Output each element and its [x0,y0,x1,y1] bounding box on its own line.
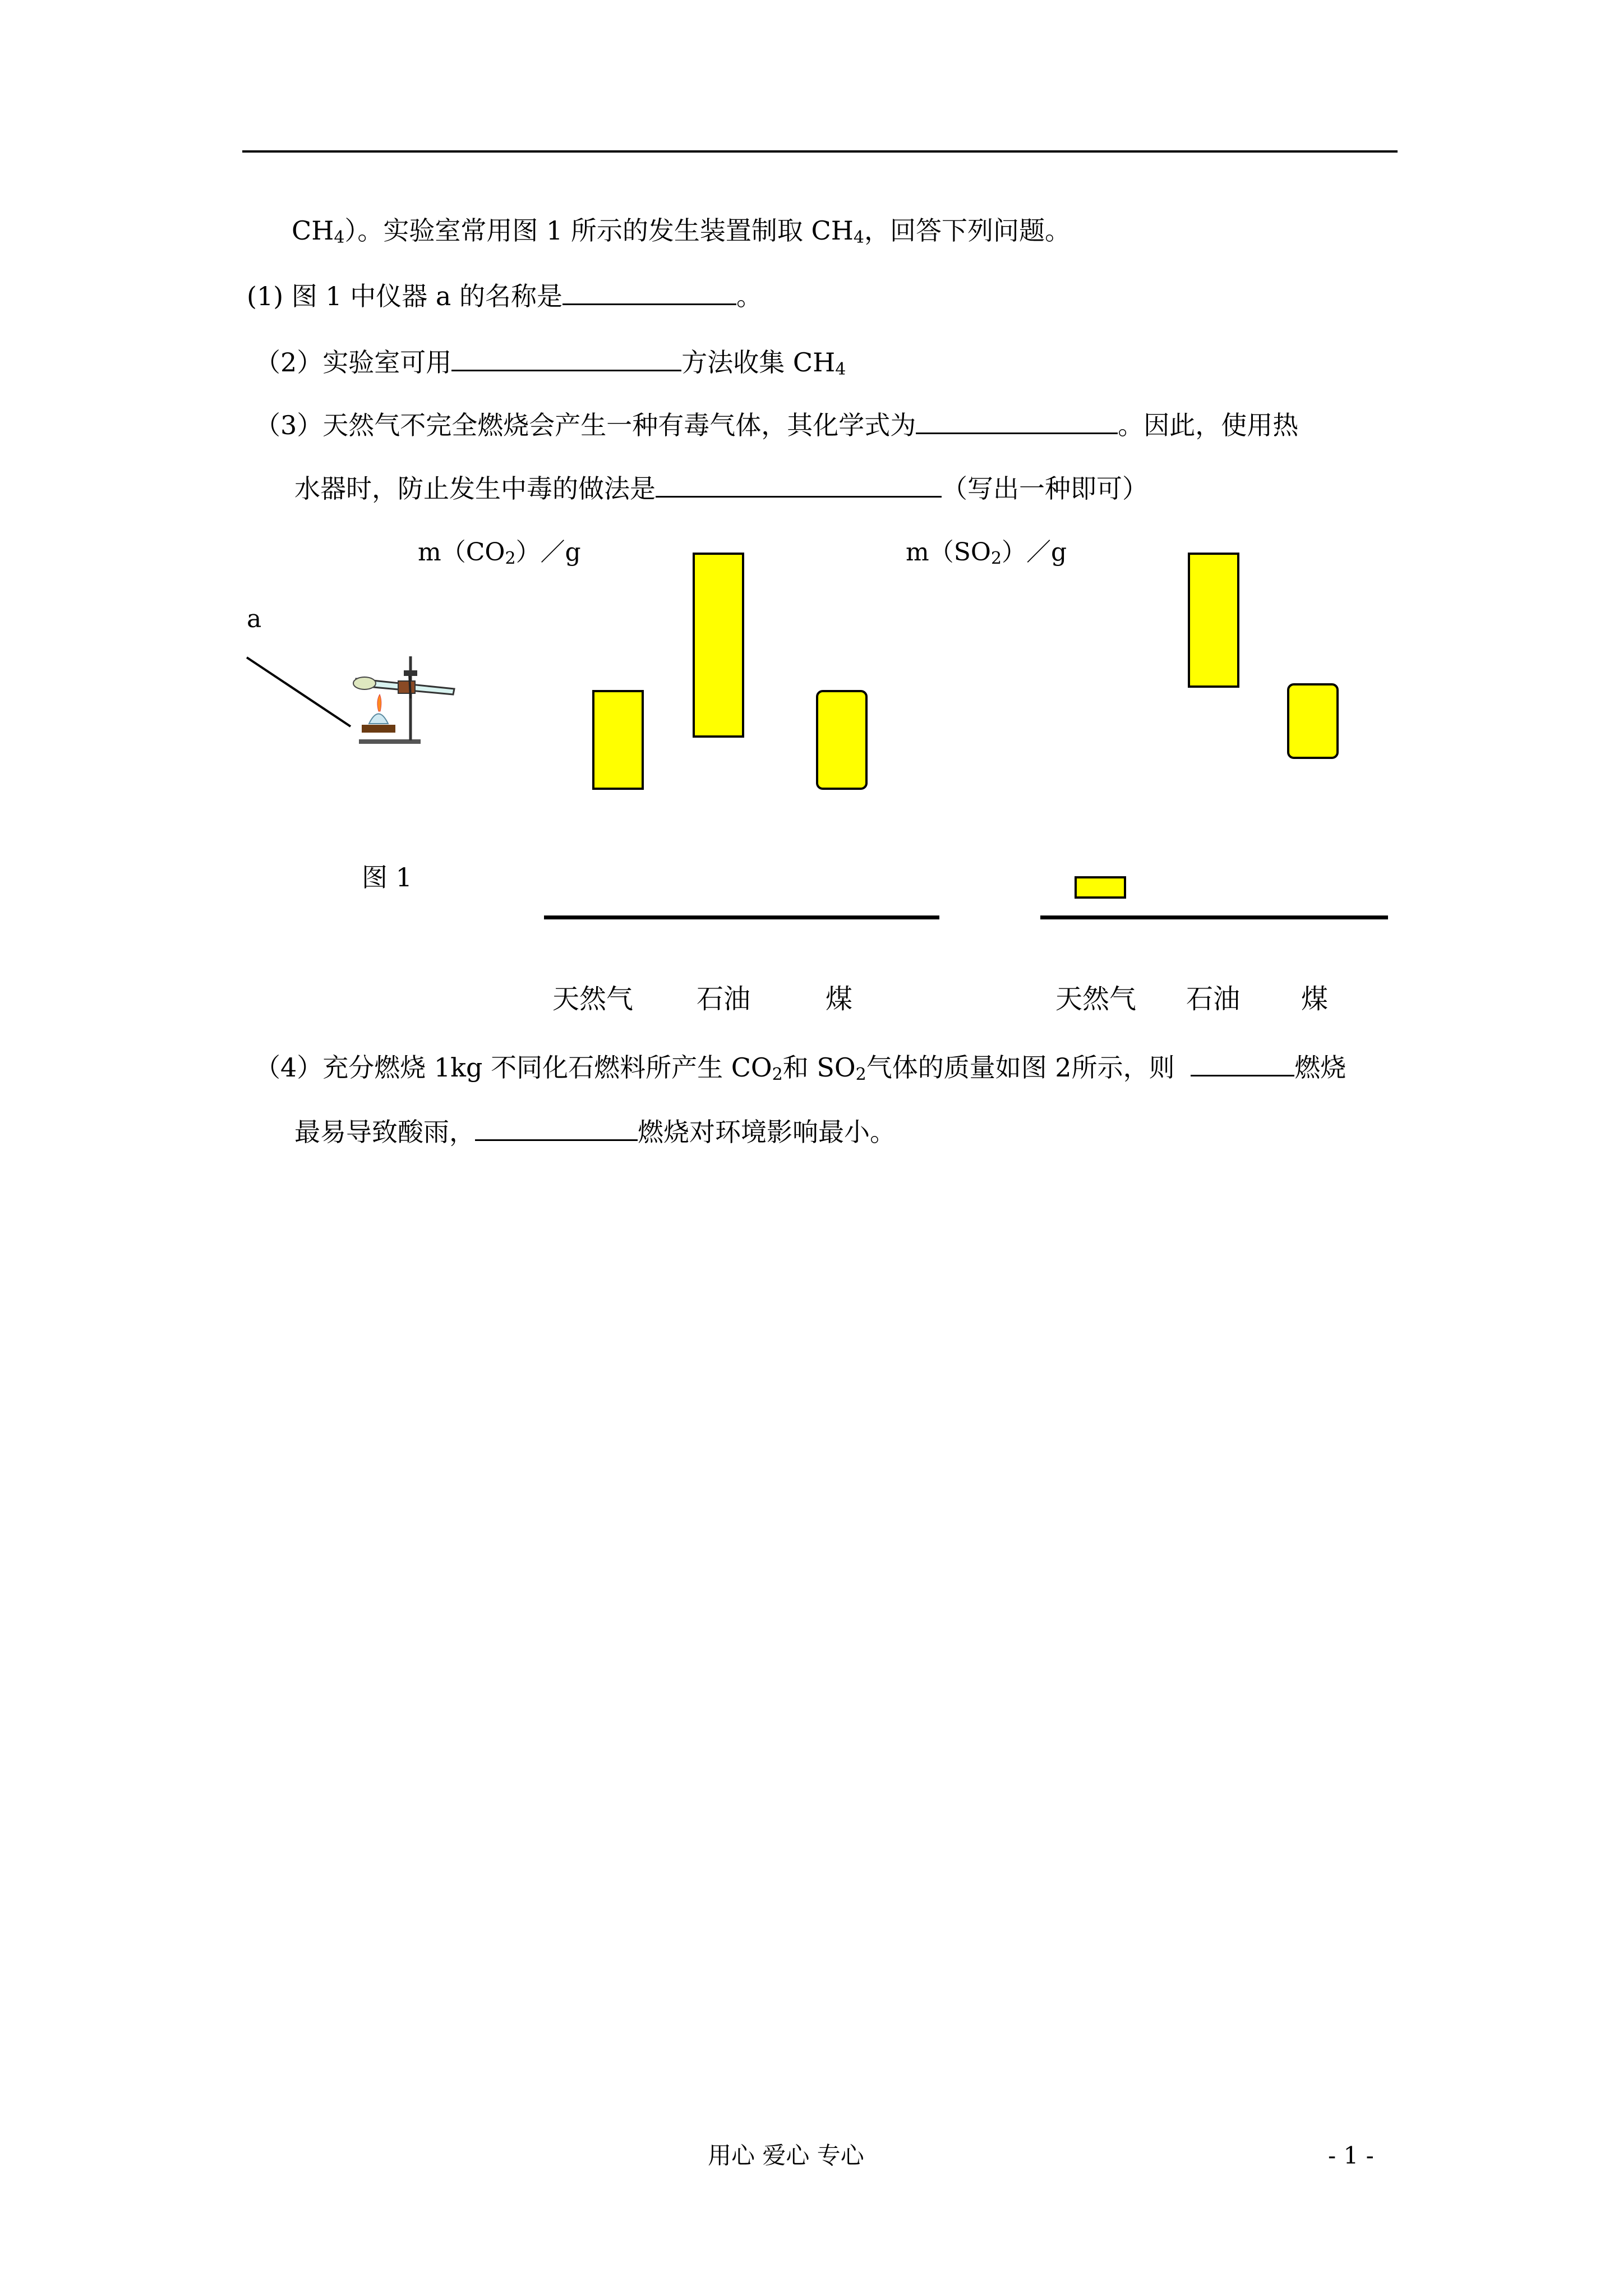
figure-1-caption: 图 1 [362,862,412,892]
stopper [398,681,415,693]
so2-ylabel: $m(SO_2)/g$ [906,538,1067,568]
co2-ylabel: $m(CO_2)/g$ [418,538,581,568]
answer-blank-4b[interactable] [475,1115,638,1141]
answer-blank-3b[interactable] [656,471,942,498]
co2-category-label: 煤 [826,983,853,1015]
co2-baseline [544,915,939,919]
question-2: （2）实验室可用 方法收集 $CH_4$ [255,345,846,385]
question-4-line-1: （4）充分燃烧 1kg 不同化石燃料所产生 $CO_2$和 $SO_2$气体的质量如图 2所示，则 燃烧 [255,1050,1346,1091]
bar-so2-2 [1287,683,1339,759]
apparatus-label-a: a [247,605,262,633]
pointer-line [247,657,351,726]
answer-blank-1[interactable] [562,279,736,305]
so2-category-label: 天然气 [1055,983,1137,1015]
apparatus-figure [241,645,465,757]
co2-category-label: 天然气 [552,983,634,1015]
answer-blank-3a[interactable] [916,408,1118,434]
burner-wood [362,725,395,733]
page-number: - 1 - [1328,2142,1374,2169]
intro-line: $CH_4$）。实验室常用图 1 所示的发生装置制取 $CH_4$，回答下列问题。 [292,215,1071,247]
footer-motto: 用心 爱心 专心 [708,2142,864,2169]
bar-co2-2 [816,690,868,790]
so2-category-label: 煤 [1301,983,1329,1015]
question-1: (1) 图 1 中仪器 a 的名称是 。 [247,279,762,312]
bar-so2-0 [1075,876,1126,899]
question-4-line-2: 最易导致酸雨， 燃烧对环境影响最小。 [294,1115,896,1148]
answer-blank-2[interactable] [451,345,681,371]
answer-blank-4a[interactable] [1191,1050,1294,1076]
co2-category-label: 石油 [697,983,751,1015]
alcohol-lamp [369,714,388,724]
so2-category-label: 石油 [1186,983,1241,1015]
so2-baseline [1040,915,1388,919]
question-3-line-2: 水器时，防止发生中毒的做法是 （写出一种即可） [294,471,1148,504]
bar-co2-1 [693,553,744,738]
bar-so2-1 [1188,553,1239,688]
bar-co2-0 [592,690,644,790]
header-rule [242,150,1398,153]
question-3-line-1: （3）天然气不完全燃烧会产生一种有毒气体，其化学式为 。因此，使用热 [255,408,1298,441]
flame [377,694,381,711]
